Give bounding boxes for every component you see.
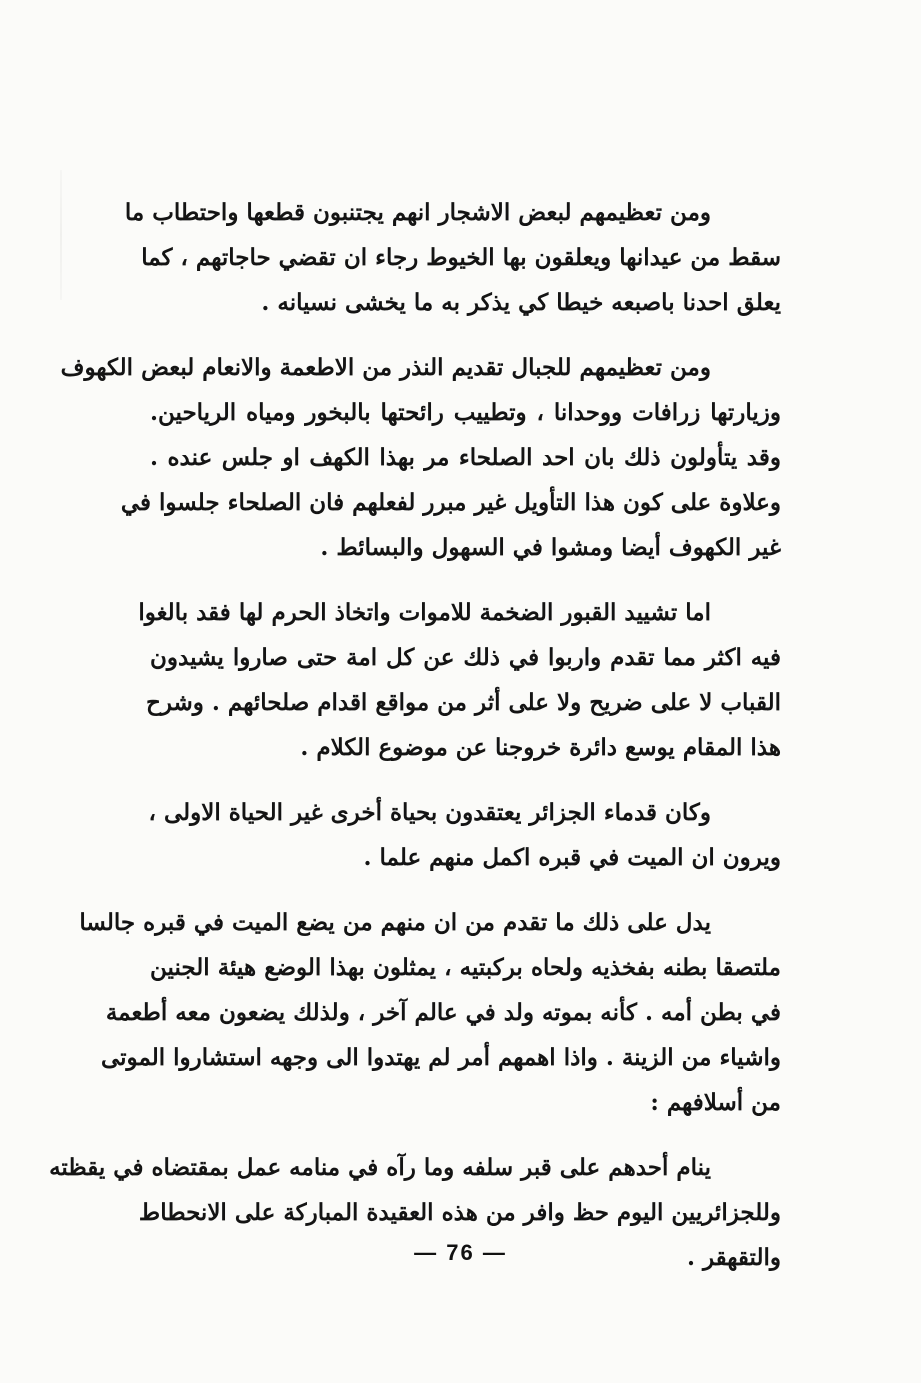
text-line: في بطن أمه . كأنه بموته ولد في عالم آخر ، ولذلك يضعون معه أطعمة [105, 999, 781, 1026]
text-line: واشياء من الزينة . واذا اهمهم أمر لم يهتدوا الى وجهه استشاروا الموتى [100, 1044, 781, 1071]
text-line: وعلاوة على كون هذا التأويل غير مبرر لفعلهم فان الصلحاء جلسوا في [120, 489, 781, 516]
text-line: فيه اكثر مما تقدم واربوا في ذلك عن كل امة حتى صاروا يشيدون [150, 644, 781, 671]
text-line: وكان قدماء الجزائر يعتقدون بحياة أخرى غير الحياة الاولى ، [148, 799, 711, 826]
text-line: يدل على ذلك ما تقدم من ان منهم من يضع الميت في قبره جالسا [79, 909, 711, 936]
text-line: وللجزائريين اليوم حظ وافر من هذه العقيدة المباركة على الانحطاط [138, 1199, 781, 1226]
text-line: غير الكهوف أيضا ومشوا في السهول والبسائط . [320, 534, 781, 561]
text-line: سقط من عيدانها ويعلقون بها الخيوط رجاء ان تقضي حاجاتهم ، كما [141, 244, 781, 271]
paragraph-3 [138, 590, 781, 770]
text-line: القباب لا على ضريح ولا على أثر من مواقع اقدام صلحائهم . وشرح [145, 689, 781, 716]
text-line: وقد يتأولون ذلك بان احد الصلحاء مر بهذا الكهف او جلس عنده . [150, 444, 781, 471]
text-line: والتقهقر . [686, 1244, 781, 1271]
text-line: ينام أحدهم على قبر سلفه وما رآه في منامه عمل بمقتضاه في يقظته [49, 1154, 711, 1181]
text-line: وزيارتها زرافات ووحدانا ، وتطييب رائحتها بالبخور ومياه الرياحين. [150, 399, 781, 426]
page-edge-shadow [60, 170, 62, 300]
text-line: اما تشييد القبور الضخمة للاموات واتخاذ الحرم لها فقد بالغوا [138, 599, 711, 626]
text-line: ويرون ان الميت في قبره اكمل منهم علما . [363, 844, 781, 871]
text-line: هذا المقام يوسع دائرة خروجنا عن موضوع الكلام . [300, 734, 781, 761]
text-line: من أسلافهم : [650, 1089, 781, 1116]
paragraph-2 [60, 345, 781, 570]
text-line: يعلق احدنا باصبعه خيطا كي يذكر به ما يخشى نسيانه . [261, 289, 781, 316]
paragraph-1 [124, 190, 781, 325]
text-line: ومن تعظيمهم لبعض الاشجار انهم يجتنبون قطعها واحتطاب ما [124, 199, 711, 226]
paragraph-5 [79, 900, 781, 1125]
text-line: ومن تعظيمهم للجبال تقديم النذر من الاطعمة والانعام لبعض الكهوف [60, 354, 711, 381]
page-number: — 76 — [414, 1240, 507, 1265]
body-text [49, 190, 781, 1300]
text-line: ملتصقا بطنه بفخذيه ولحاه بركبتيه ، يمثلون بهذا الوضع هيئة الجنين [150, 954, 781, 981]
paragraph-4 [150, 790, 781, 880]
